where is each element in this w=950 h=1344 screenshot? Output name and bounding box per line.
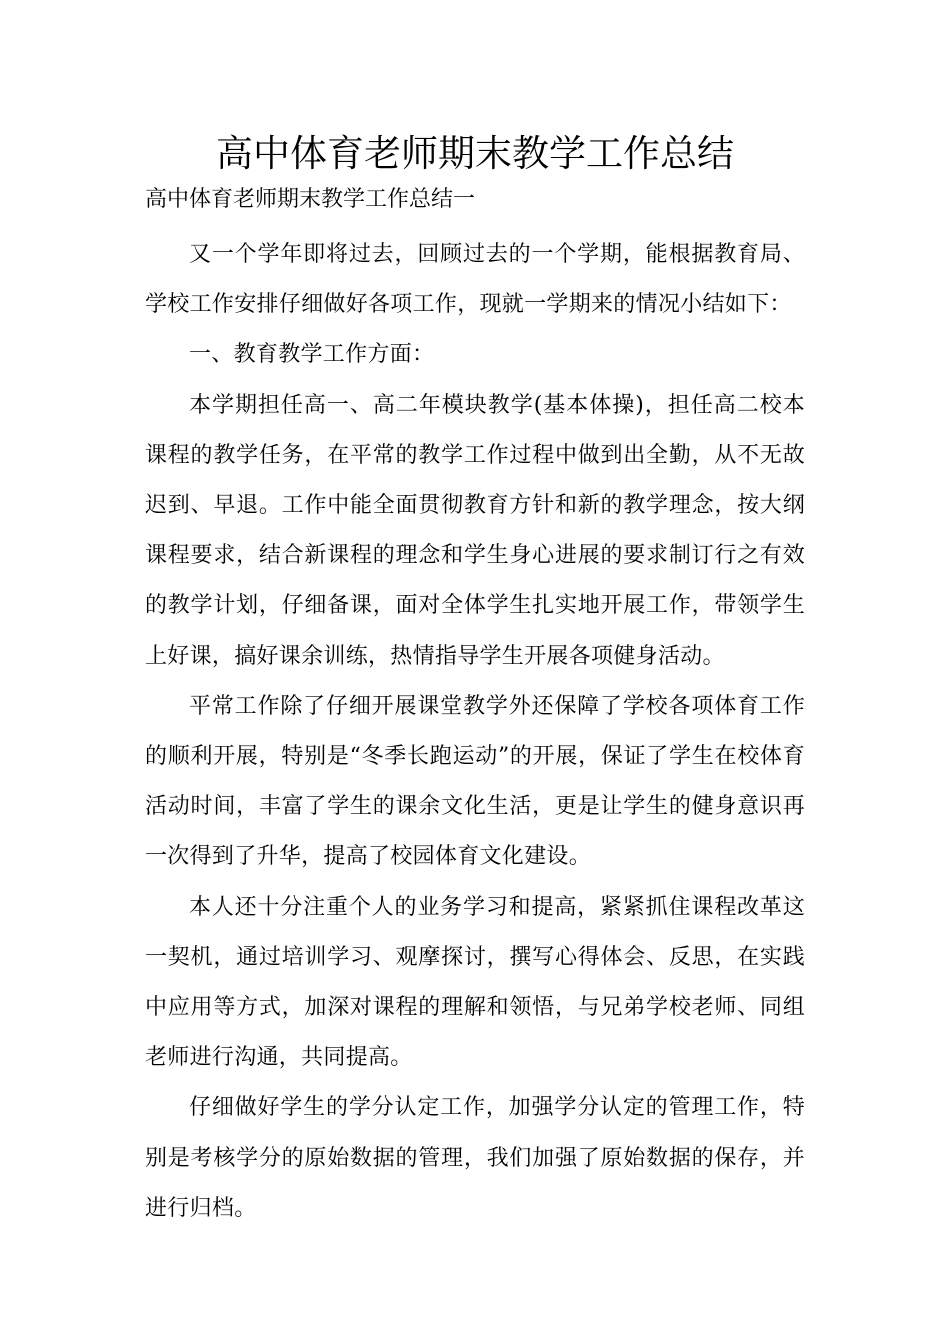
- document-body: [145, 230, 805, 1234]
- document-subtitle: 高中体育老师期末教学工作总结一: [145, 187, 476, 212]
- paragraph-sports-work: 平常工作除了仔细开展课堂教学外还保障了学校各项体育工作的顺利开展，特别是“冬季长跑运动”的开展，保证了学生在校体育活动时间，丰富了学生的课余文化生活，更是让学生的健身意识再一次得到了升华，提高了校园体育文化建设。: [145, 693, 805, 870]
- section-heading: 一、教育教学工作方面：: [189, 342, 435, 368]
- paragraph-teaching: 本学期担任高一、高二年模块教学(基本体操)，担任高二校本课程的教学任务，在平常的教学工作过程中做到出全勤，从不无故迟到、早退。工作中能全面贯彻教育方针和新的教学理念，按大纲课程要求，结合新课程的理念和学生身心进展的要求制订行之有效的教学计划，仔细备课，面对全体学生扎实地开展工作，带领学生上好课，搞好课余训练，热情指导学生开展各项健身活动。: [145, 392, 805, 669]
- paragraph-credit-work: 仔细做好学生的学分认定工作，加强学分认定的管理工作，特别是考核学分的原始数据的管理，我们加强了原始数据的保存，并进行归档。: [145, 1095, 805, 1221]
- paragraph-professional-study: 本人还十分注重个人的业务学习和提高，紧紧抓住课程改革这一契机，通过培训学习、观摩探讨，撰写心得体会、反思，在实践中应用等方式，加深对课程的理解和领悟，与兄弟学校老师、同组老师进行沟通，共同提高。: [145, 894, 805, 1071]
- paragraph-intro: 又一个学年即将过去，回顾过去的一个学期，能根据教育局、学校工作安排仔细做好各项工作，现就一学期来的情况小结如下：: [145, 242, 805, 318]
- document-title: 高中体育老师期末教学工作总结: [216, 132, 734, 175]
